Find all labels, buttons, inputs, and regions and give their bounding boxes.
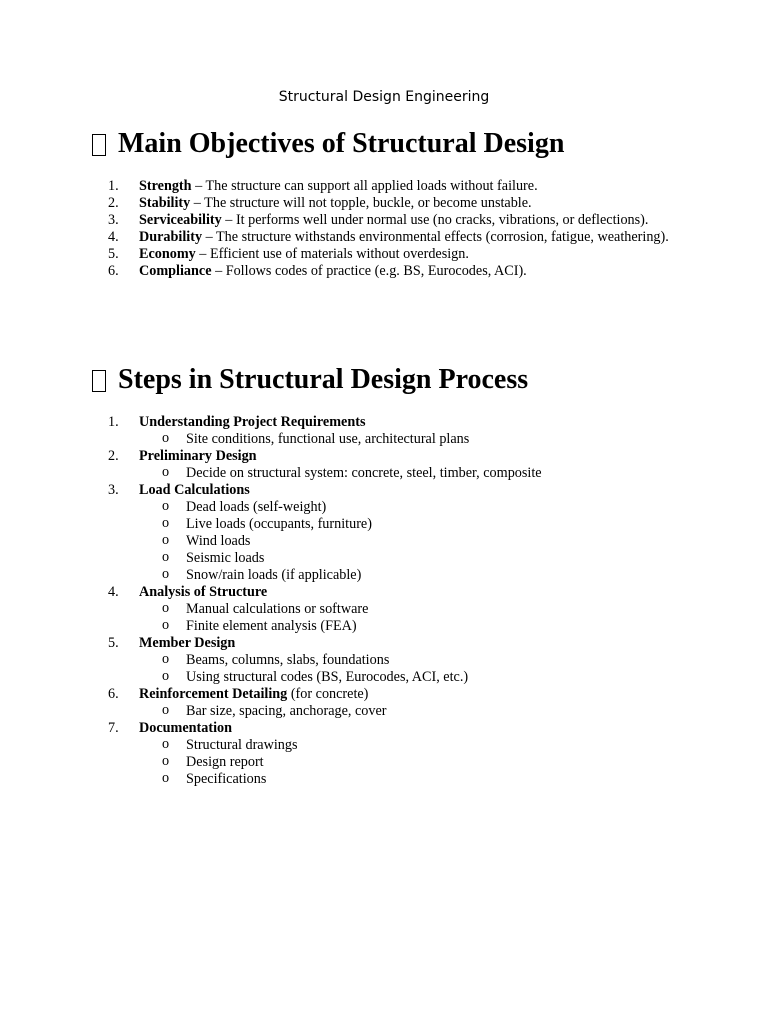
- objective-item: [92, 195, 692, 212]
- step-sub-list: [139, 465, 692, 482]
- bullet-icon: o: [162, 464, 170, 480]
- sub-item: [139, 516, 692, 533]
- objective-term: Serviceability: [139, 212, 222, 228]
- objective-term: Stability: [139, 195, 191, 211]
- bullet-icon: o: [162, 770, 170, 786]
- objective-desc: – It performs well under normal use (no cracks, vibrations, or deflections).: [221, 212, 649, 228]
- sub-item-text: Finite element analysis (FEA): [186, 618, 357, 634]
- sub-item: [139, 499, 692, 516]
- sub-item-text: Specifications: [186, 771, 267, 787]
- sub-item-text: Live loads (occupants, furniture): [186, 516, 372, 532]
- item-number: 7.: [108, 720, 119, 736]
- missing-glyph-icon: [92, 370, 106, 392]
- objectives-list: [92, 178, 692, 280]
- sub-item-text: Wind loads: [186, 533, 251, 549]
- item-number: 2.: [108, 448, 119, 464]
- sub-item-text: Dead loads (self-weight): [186, 499, 327, 515]
- objective-item: [92, 246, 692, 263]
- step-item: [92, 635, 692, 686]
- step-sub-list: [139, 499, 692, 584]
- step-item: [92, 720, 692, 788]
- sub-item: [139, 652, 692, 669]
- objective-term: Compliance: [139, 263, 212, 279]
- item-number: 4.: [108, 229, 119, 245]
- step-item: [92, 686, 692, 720]
- objectives-heading-text: Main Objectives of Structural Design: [118, 128, 565, 159]
- sub-item-text: Structural drawings: [186, 737, 298, 753]
- bullet-icon: o: [162, 668, 170, 684]
- objective-term: Economy: [139, 246, 196, 262]
- objectives-section: [92, 126, 692, 280]
- step-title: Documentation: [139, 720, 233, 736]
- step-title: Load Calculations: [139, 482, 250, 498]
- bullet-icon: o: [162, 498, 170, 514]
- step-item: [92, 414, 692, 448]
- objective-item: [92, 212, 692, 229]
- step-item: [92, 482, 692, 584]
- missing-glyph-icon: [92, 134, 106, 156]
- step-title: Analysis of Structure: [139, 584, 268, 600]
- objective-desc: – The structure will not topple, buckle, or become unstable.: [190, 195, 532, 211]
- step-title: Preliminary Design: [139, 448, 257, 464]
- document-header: Structural Design Engineering: [278, 89, 490, 105]
- step-sub-list: [139, 737, 692, 788]
- sub-item-text: Beams, columns, slabs, foundations: [186, 652, 390, 668]
- sub-item-text: Using structural codes (BS, Eurocodes, ACI, etc.): [186, 669, 469, 685]
- step-title: Understanding Project Requirements: [139, 414, 366, 430]
- bullet-icon: o: [162, 702, 170, 718]
- sub-item: [139, 737, 692, 754]
- sub-item-text: Design report: [186, 754, 264, 770]
- objective-desc: – The structure withstands environmental effects (corrosion, fatigue, weathering).: [202, 229, 669, 245]
- step-title: Reinforcement Detailing: [139, 686, 288, 702]
- item-number: 3.: [108, 212, 119, 228]
- bullet-icon: o: [162, 549, 170, 565]
- item-number: 3.: [108, 482, 119, 498]
- sub-item-text: Site conditions, functional use, architectural plans: [186, 431, 470, 447]
- bullet-icon: o: [162, 600, 170, 616]
- item-number: 1.: [108, 414, 119, 430]
- item-number: 5.: [108, 246, 119, 262]
- bullet-icon: o: [162, 430, 170, 446]
- objective-item: [92, 178, 692, 195]
- step-sub-list: [139, 703, 692, 720]
- bullet-icon: o: [162, 651, 170, 667]
- objective-term: Strength: [139, 178, 192, 194]
- sub-item: [139, 567, 692, 584]
- objective-desc: – Follows codes of practice (e.g. BS, Eurocodes, ACI).: [211, 263, 527, 279]
- sub-item: [139, 550, 692, 567]
- steps-list: [92, 414, 692, 788]
- objective-desc: – The structure can support all applied loads without failure.: [191, 178, 538, 194]
- step-note: (for concrete): [287, 686, 369, 702]
- step-sub-list: [139, 601, 692, 635]
- bullet-icon: o: [162, 753, 170, 769]
- steps-heading-text: Steps in Structural Design Process: [118, 364, 529, 395]
- item-number: 6.: [108, 686, 119, 702]
- sub-item: [139, 618, 692, 635]
- step-sub-list: [139, 652, 692, 686]
- objective-item: [92, 229, 692, 246]
- sub-item: [139, 754, 692, 771]
- objectives-heading: [92, 126, 692, 162]
- sub-item-text: Decide on structural system: concrete, steel, timber, composite: [186, 465, 542, 481]
- bullet-icon: o: [162, 532, 170, 548]
- bullet-icon: o: [162, 617, 170, 633]
- bullet-icon: o: [162, 736, 170, 752]
- steps-section: [92, 362, 692, 788]
- item-number: 4.: [108, 584, 119, 600]
- sub-item: [139, 465, 692, 482]
- step-item: [92, 584, 692, 635]
- bullet-icon: o: [162, 566, 170, 582]
- steps-heading: [92, 362, 692, 398]
- sub-item: [139, 601, 692, 618]
- objective-desc: – Efficient use of materials without overdesign.: [195, 246, 469, 262]
- sub-item: [139, 533, 692, 550]
- sub-item-text: Seismic loads: [186, 550, 265, 566]
- step-title: Member Design: [139, 635, 236, 651]
- objective-term: Durability: [139, 229, 203, 245]
- objective-item: [92, 263, 692, 280]
- item-number: 5.: [108, 635, 119, 651]
- sub-item-text: Snow/rain loads (if applicable): [186, 567, 362, 583]
- sub-item-text: Bar size, spacing, anchorage, cover: [186, 703, 387, 719]
- sub-item: [139, 771, 692, 788]
- sub-item: [139, 669, 692, 686]
- sub-item: [139, 431, 692, 448]
- bullet-icon: o: [162, 515, 170, 531]
- step-sub-list: [139, 431, 692, 448]
- item-number: 6.: [108, 263, 119, 279]
- sub-item: [139, 703, 692, 720]
- sub-item-text: Manual calculations or software: [186, 601, 369, 617]
- item-number: 2.: [108, 195, 119, 211]
- step-item: [92, 448, 692, 482]
- item-number: 1.: [108, 178, 119, 194]
